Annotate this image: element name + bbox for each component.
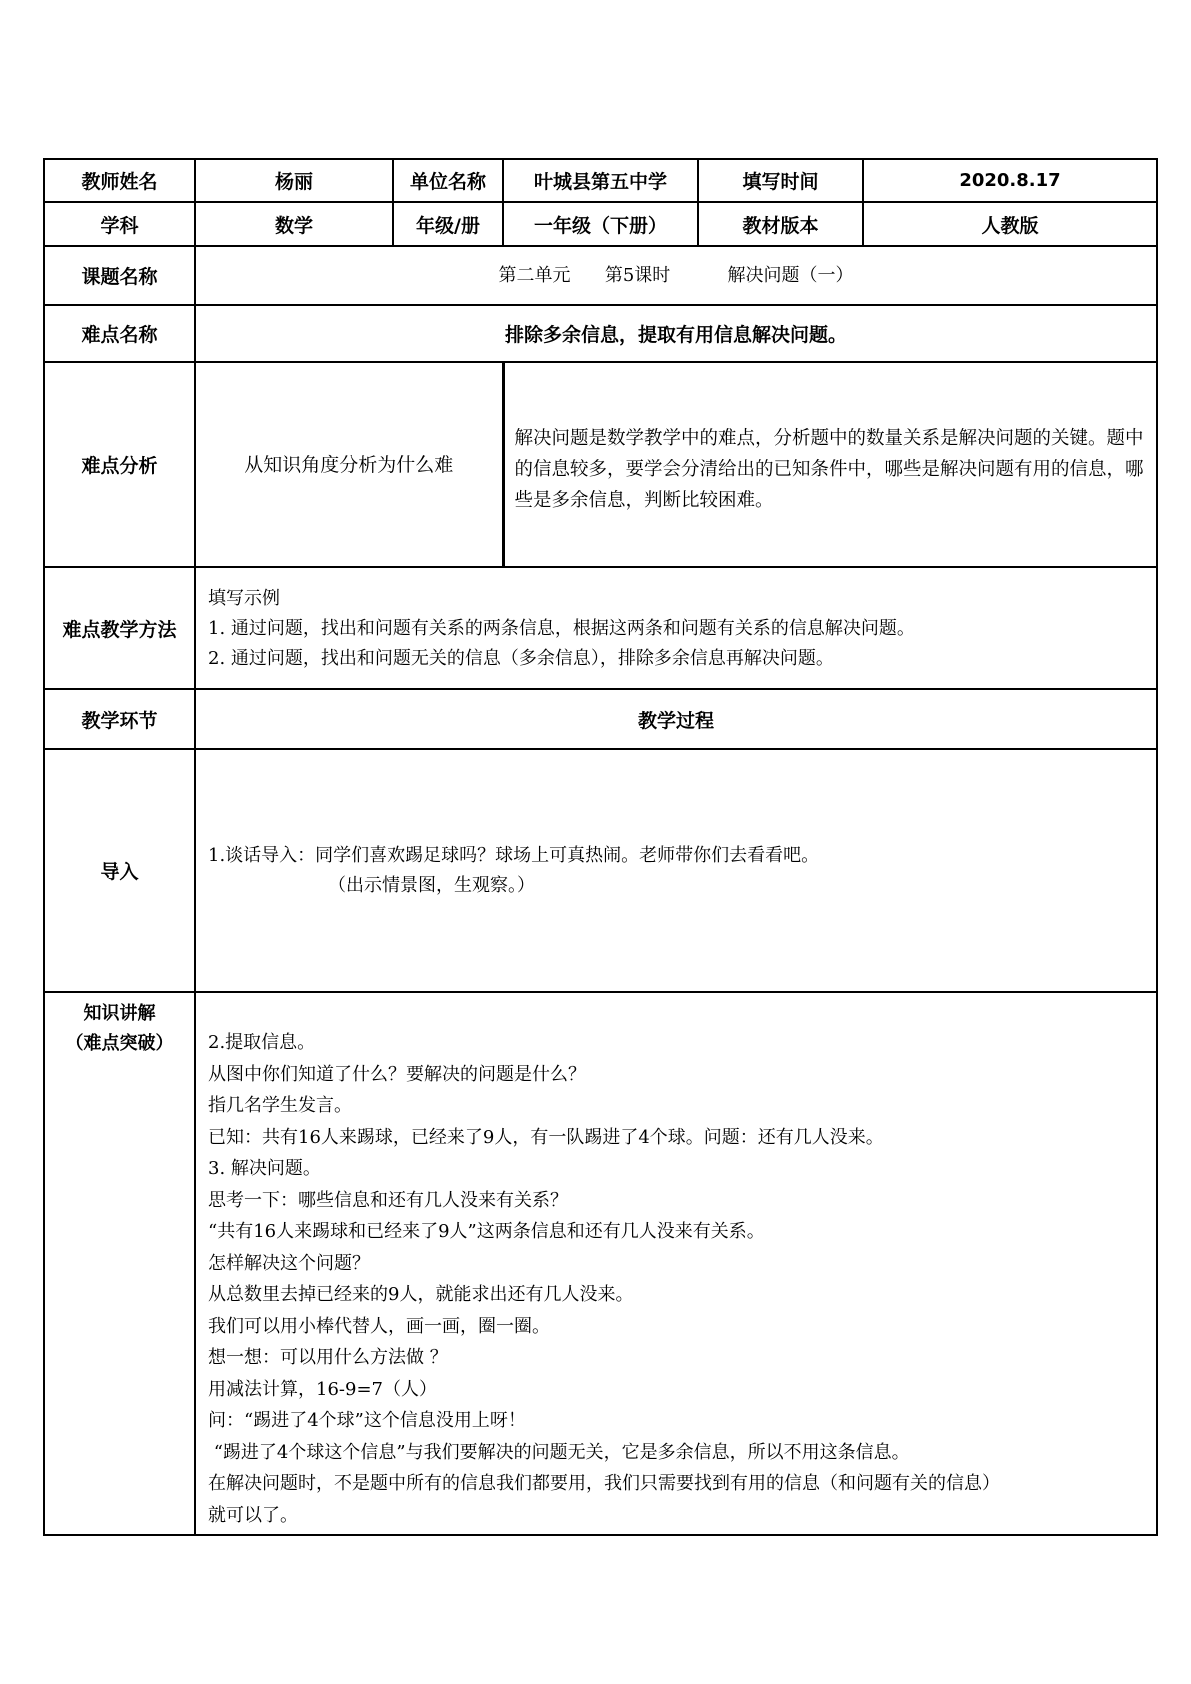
method-line: 1. 通过问题，找出和问题有关系的两条信息，根据这两条和问题有关系的信息解决问题。 — [208, 618, 915, 639]
method-line: 填写示例 — [208, 588, 280, 609]
edition-value: 人教版 — [863, 202, 1157, 246]
explain-line: 想一想：可以用什么方法做 ？ — [208, 1347, 448, 1368]
grade-label: 年级/册 — [393, 202, 503, 246]
explain-line: 就可以了。 — [208, 1504, 298, 1526]
analysis-label: 难点分析 — [44, 362, 195, 567]
intro-text — [195, 749, 1157, 992]
explain-line: 怎样解决这个问题？ — [208, 1252, 370, 1274]
process-header-label: 教学过程 — [195, 689, 1157, 749]
explain-line: 我们可以用小棒代替人，画一画，圈一圈。 — [208, 1315, 550, 1337]
explain-line: “共有16人来踢球和已经来了9人”这两条信息和还有几人没来有关系。 — [208, 1221, 765, 1242]
intro-line: 1.谈话导入：同学们喜欢踢足球吗？球场上可真热闹。老师带你们去看看吧。 — [208, 844, 820, 866]
explain-line: 2.提取信息。 — [208, 1032, 316, 1053]
header-row-1 — [44, 159, 1157, 202]
grade-value: 一年级（下册） — [503, 202, 698, 246]
explain-label-line2: （难点突破） — [65, 1033, 174, 1054]
explain-line: 在解决问题时，不是题中所有的信息我们都要用，我们只需要找到有用的信息（和问题有关的信息） — [208, 1473, 1000, 1494]
explain-row — [44, 992, 1157, 1535]
analysis-text — [503, 362, 1157, 567]
method-line: 2. 通过问题，找出和问题无关的信息（多余信息），排除多余信息再解决问题。 — [208, 648, 834, 669]
unit-label: 单位名称 — [393, 159, 503, 202]
method-text — [195, 567, 1157, 689]
date-value: 2020.8.17 — [863, 159, 1157, 202]
explain-label-line1: 知识讲解 — [83, 1003, 156, 1024]
teacher-value: 杨丽 — [195, 159, 393, 202]
intro-row — [44, 749, 1157, 992]
explain-line: 指几名学生发言。 — [208, 1095, 352, 1116]
analysis-row — [44, 362, 1157, 567]
edition-label: 教材版本 — [698, 202, 863, 246]
analysis-line: 解决问题是数学教学中的难点，分析题中的数量关系是解决问题的关键。题中 — [514, 428, 1144, 449]
topic-value: 第二单元 第5课时 解决问题（一） — [195, 246, 1157, 305]
method-label: 难点教学方法 — [44, 567, 195, 689]
explain-label — [44, 992, 195, 1535]
difficulty-value: 排除多余信息，提取有用信息解决问题。 — [195, 305, 1157, 362]
difficulty-row — [44, 305, 1157, 362]
unit-value: 叶城县第五中学 — [503, 159, 698, 202]
intro-line: （出示情景图，生观察。） — [328, 874, 535, 896]
intro-label: 导入 — [44, 749, 195, 992]
explain-line: 从图中你们知道了什么？要解决的问题是什么？ — [208, 1063, 586, 1085]
analysis-sublabel: 从知识角度分析为什么难 — [195, 362, 503, 567]
analysis-line: 的信息较多，要学会分清给出的已知条件中，哪些是解决问题有用的信息，哪 — [514, 459, 1144, 480]
topic-row — [44, 246, 1157, 305]
explain-line: 用减法计算，16-9=7（人） — [208, 1378, 437, 1400]
explain-line: 3. 解决问题。 — [208, 1158, 321, 1179]
lesson-plan-table — [43, 158, 1158, 1536]
process-header-row — [44, 689, 1157, 749]
section-header-label: 教学环节 — [44, 689, 195, 749]
lesson-plan-document — [43, 158, 1156, 1534]
method-row — [44, 567, 1157, 689]
header-row-2 — [44, 202, 1157, 246]
subject-value: 数学 — [195, 202, 393, 246]
explain-line: “踢进了4个球这个信息”与我们要解决的问题无关，它是多余信息，所以不用这条信息。 — [208, 1441, 910, 1463]
difficulty-label: 难点名称 — [44, 305, 195, 362]
explain-line: 已知：共有16人来踢球，已经来了9人，有一队踢进了4个球。问题：还有几人没来。 — [208, 1126, 884, 1148]
subject-label: 学科 — [44, 202, 195, 246]
explain-line: 问：“踢进了4个球”这个信息没用上呀！ — [208, 1410, 526, 1431]
explain-line: 思考一下：哪些信息和还有几人没来有关系？ — [208, 1189, 568, 1211]
date-label: 填写时间 — [698, 159, 863, 202]
teacher-label: 教师姓名 — [44, 159, 195, 202]
analysis-line: 些是多余信息，判断比较困难。 — [514, 490, 774, 511]
explain-line: 从总数里去掉已经来的9人，就能求出还有几人没来。 — [208, 1284, 634, 1305]
topic-label: 课题名称 — [44, 246, 195, 305]
explain-text — [195, 992, 1157, 1535]
